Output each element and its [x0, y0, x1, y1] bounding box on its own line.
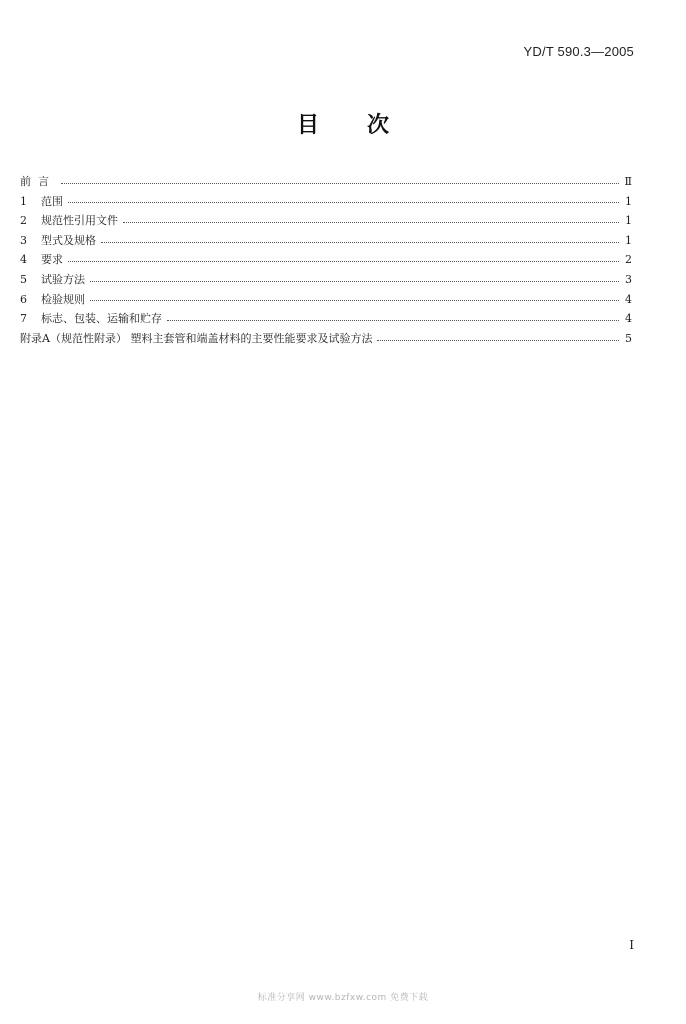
toc-entry-2[interactable] — [20, 211, 632, 231]
toc-entry-foreword[interactable] — [20, 172, 632, 192]
toc-entry-number: 4 — [20, 253, 27, 267]
toc-entry-page: 2 — [625, 253, 632, 267]
toc-entry-page: 1 — [625, 194, 632, 208]
leader-dots — [123, 222, 619, 223]
toc-entry-number: 3 — [20, 233, 27, 247]
table-of-contents — [20, 172, 632, 348]
leader-dots — [90, 281, 619, 282]
leader-dots — [68, 202, 619, 203]
toc-entry-title: 前言 — [20, 175, 56, 188]
toc-entry-title: 试验方法 — [41, 272, 85, 286]
toc-entry-title: 检验规则 — [41, 292, 85, 306]
toc-entry-page: 1 — [625, 214, 632, 228]
toc-entry-title: 规范性引用文件 — [41, 214, 118, 228]
toc-entry-title: 型式及规格 — [41, 233, 96, 247]
toc-entry-title: 要求 — [41, 253, 63, 267]
toc-entry-page: Ⅱ — [624, 175, 632, 188]
toc-entry-title: 附录A（规范性附录） 塑料主套管和端盖材料的主要性能要求及试验方法 — [20, 331, 373, 345]
toc-entry-5[interactable] — [20, 270, 632, 290]
toc-entry-annex-a[interactable] — [20, 329, 632, 349]
page-number: I — [629, 938, 634, 952]
leader-dots — [101, 242, 619, 243]
toc-entry-page: 4 — [625, 312, 632, 326]
toc-entry-title: 标志、包装、运输和贮存 — [41, 312, 162, 326]
toc-entry-1[interactable] — [20, 192, 632, 212]
toc-entry-number: 7 — [20, 312, 27, 326]
toc-entry-3[interactable] — [20, 231, 632, 251]
toc-entry-4[interactable] — [20, 250, 632, 270]
toc-entry-7[interactable] — [20, 309, 632, 329]
leader-dots — [377, 340, 619, 341]
toc-entry-page: 3 — [625, 272, 632, 286]
toc-entry-title: 范围 — [41, 194, 63, 208]
toc-entry-page: 5 — [625, 331, 632, 345]
toc-entry-page: 1 — [625, 233, 632, 247]
toc-entry-6[interactable] — [20, 290, 632, 310]
toc-entry-number: 2 — [20, 214, 27, 228]
document-code: YD/T 590.3—2005 — [523, 44, 634, 59]
watermark-text: 标准分享网 www.bzfxw.com 免费下载 — [257, 993, 429, 1003]
toc-entry-page: 4 — [625, 292, 632, 306]
page-title: 目次 — [296, 113, 437, 138]
leader-dots — [61, 183, 619, 184]
leader-dots — [90, 300, 619, 301]
toc-entry-number: 5 — [20, 272, 27, 286]
leader-dots — [68, 261, 619, 262]
toc-entry-number: 6 — [20, 292, 27, 306]
toc-entry-number: 1 — [20, 194, 27, 208]
leader-dots — [167, 320, 619, 321]
